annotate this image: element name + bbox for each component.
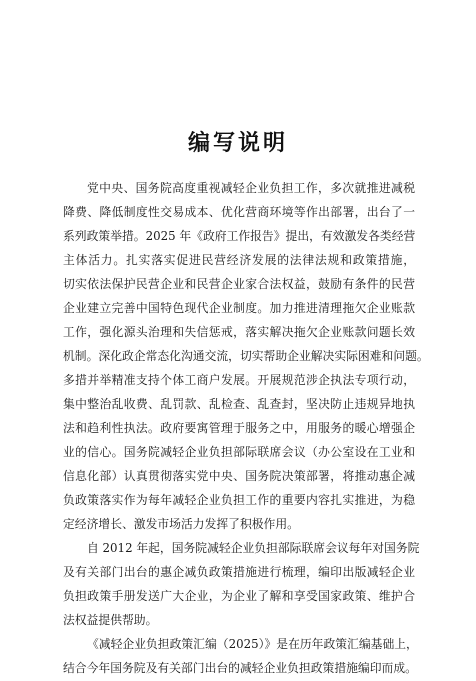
body-line: 信息化部）认真贯彻落实党中央、国务院决策部署，将推动惠企减 [63,469,415,483]
body-line: 工作，强化源头治理和失信惩戒，落实解决拖欠企业账款问题长效 [63,325,415,339]
body-line: 企业建立完善中国特色现代企业制度。加力推进清理拖欠企业账款 [63,301,415,315]
body-line: 党中央、国务院高度重视减轻企业负担工作，多次就推进减税 [87,181,415,195]
body-line: 法和趋利性执法。政府要寓管理于服务之中，用服务的暖心增强企 [63,421,415,435]
body-text [63,176,429,680]
body-line: 切实依法保护民营企业和民营企业家合法权益，鼓励有条件的民营 [63,277,415,291]
body-line: 多措并举精准支持个体工商户发展。开展规范涉企执法专项行动， [63,373,415,387]
body-line: 法权益提供帮助。 [63,613,158,627]
body-line: 业的信心。国务院减轻企业负担部际联席会议（办公室设在工业和 [63,445,415,459]
body-line: 及有关部门出台的惠企减负政策措施进行梳理，编印出版减轻企业 [63,565,415,579]
body-line: 定经济增长、激发市场活力发挥了积极作用。 [63,517,299,531]
body-line: 降费、降低制度性交易成本、优化营商环境等作出部署，出台了一 [63,205,415,219]
body-line: 系列政策举措。2025 年《政府工作报告》提出，有效激发各类经营 [63,229,416,243]
body-line: 机制。深化政企常态化沟通交流，切实帮助企业解决实际困难和问题。 [63,349,429,363]
page-title: 编写说明 [187,131,288,156]
body-line: 自 2012 年起，国务院减轻企业负担部际联席会议每年对国务院 [87,541,420,555]
body-line: 结合今年国务院及有关部门出台的减轻企业负担政策措施编印而成。 [63,661,417,675]
body-line: 《减轻企业负担政策汇编（2025）》是在历年政策汇编基础上， [87,637,418,651]
body-line: 负担政策手册发送广大企业，为企业了解和享受国家政策、维护合 [63,589,415,603]
body-line: 主体活力。扎实落实促进民营经济发展的法律法规和政策措施， [63,253,415,267]
body-line: 集中整治乱收费、乱罚款、乱检查、乱查封，坚决防止违规异地执 [63,397,415,411]
body-line: 负政策落实作为每年减轻企业负担工作的重要内容扎实推进，为稳 [63,493,415,507]
